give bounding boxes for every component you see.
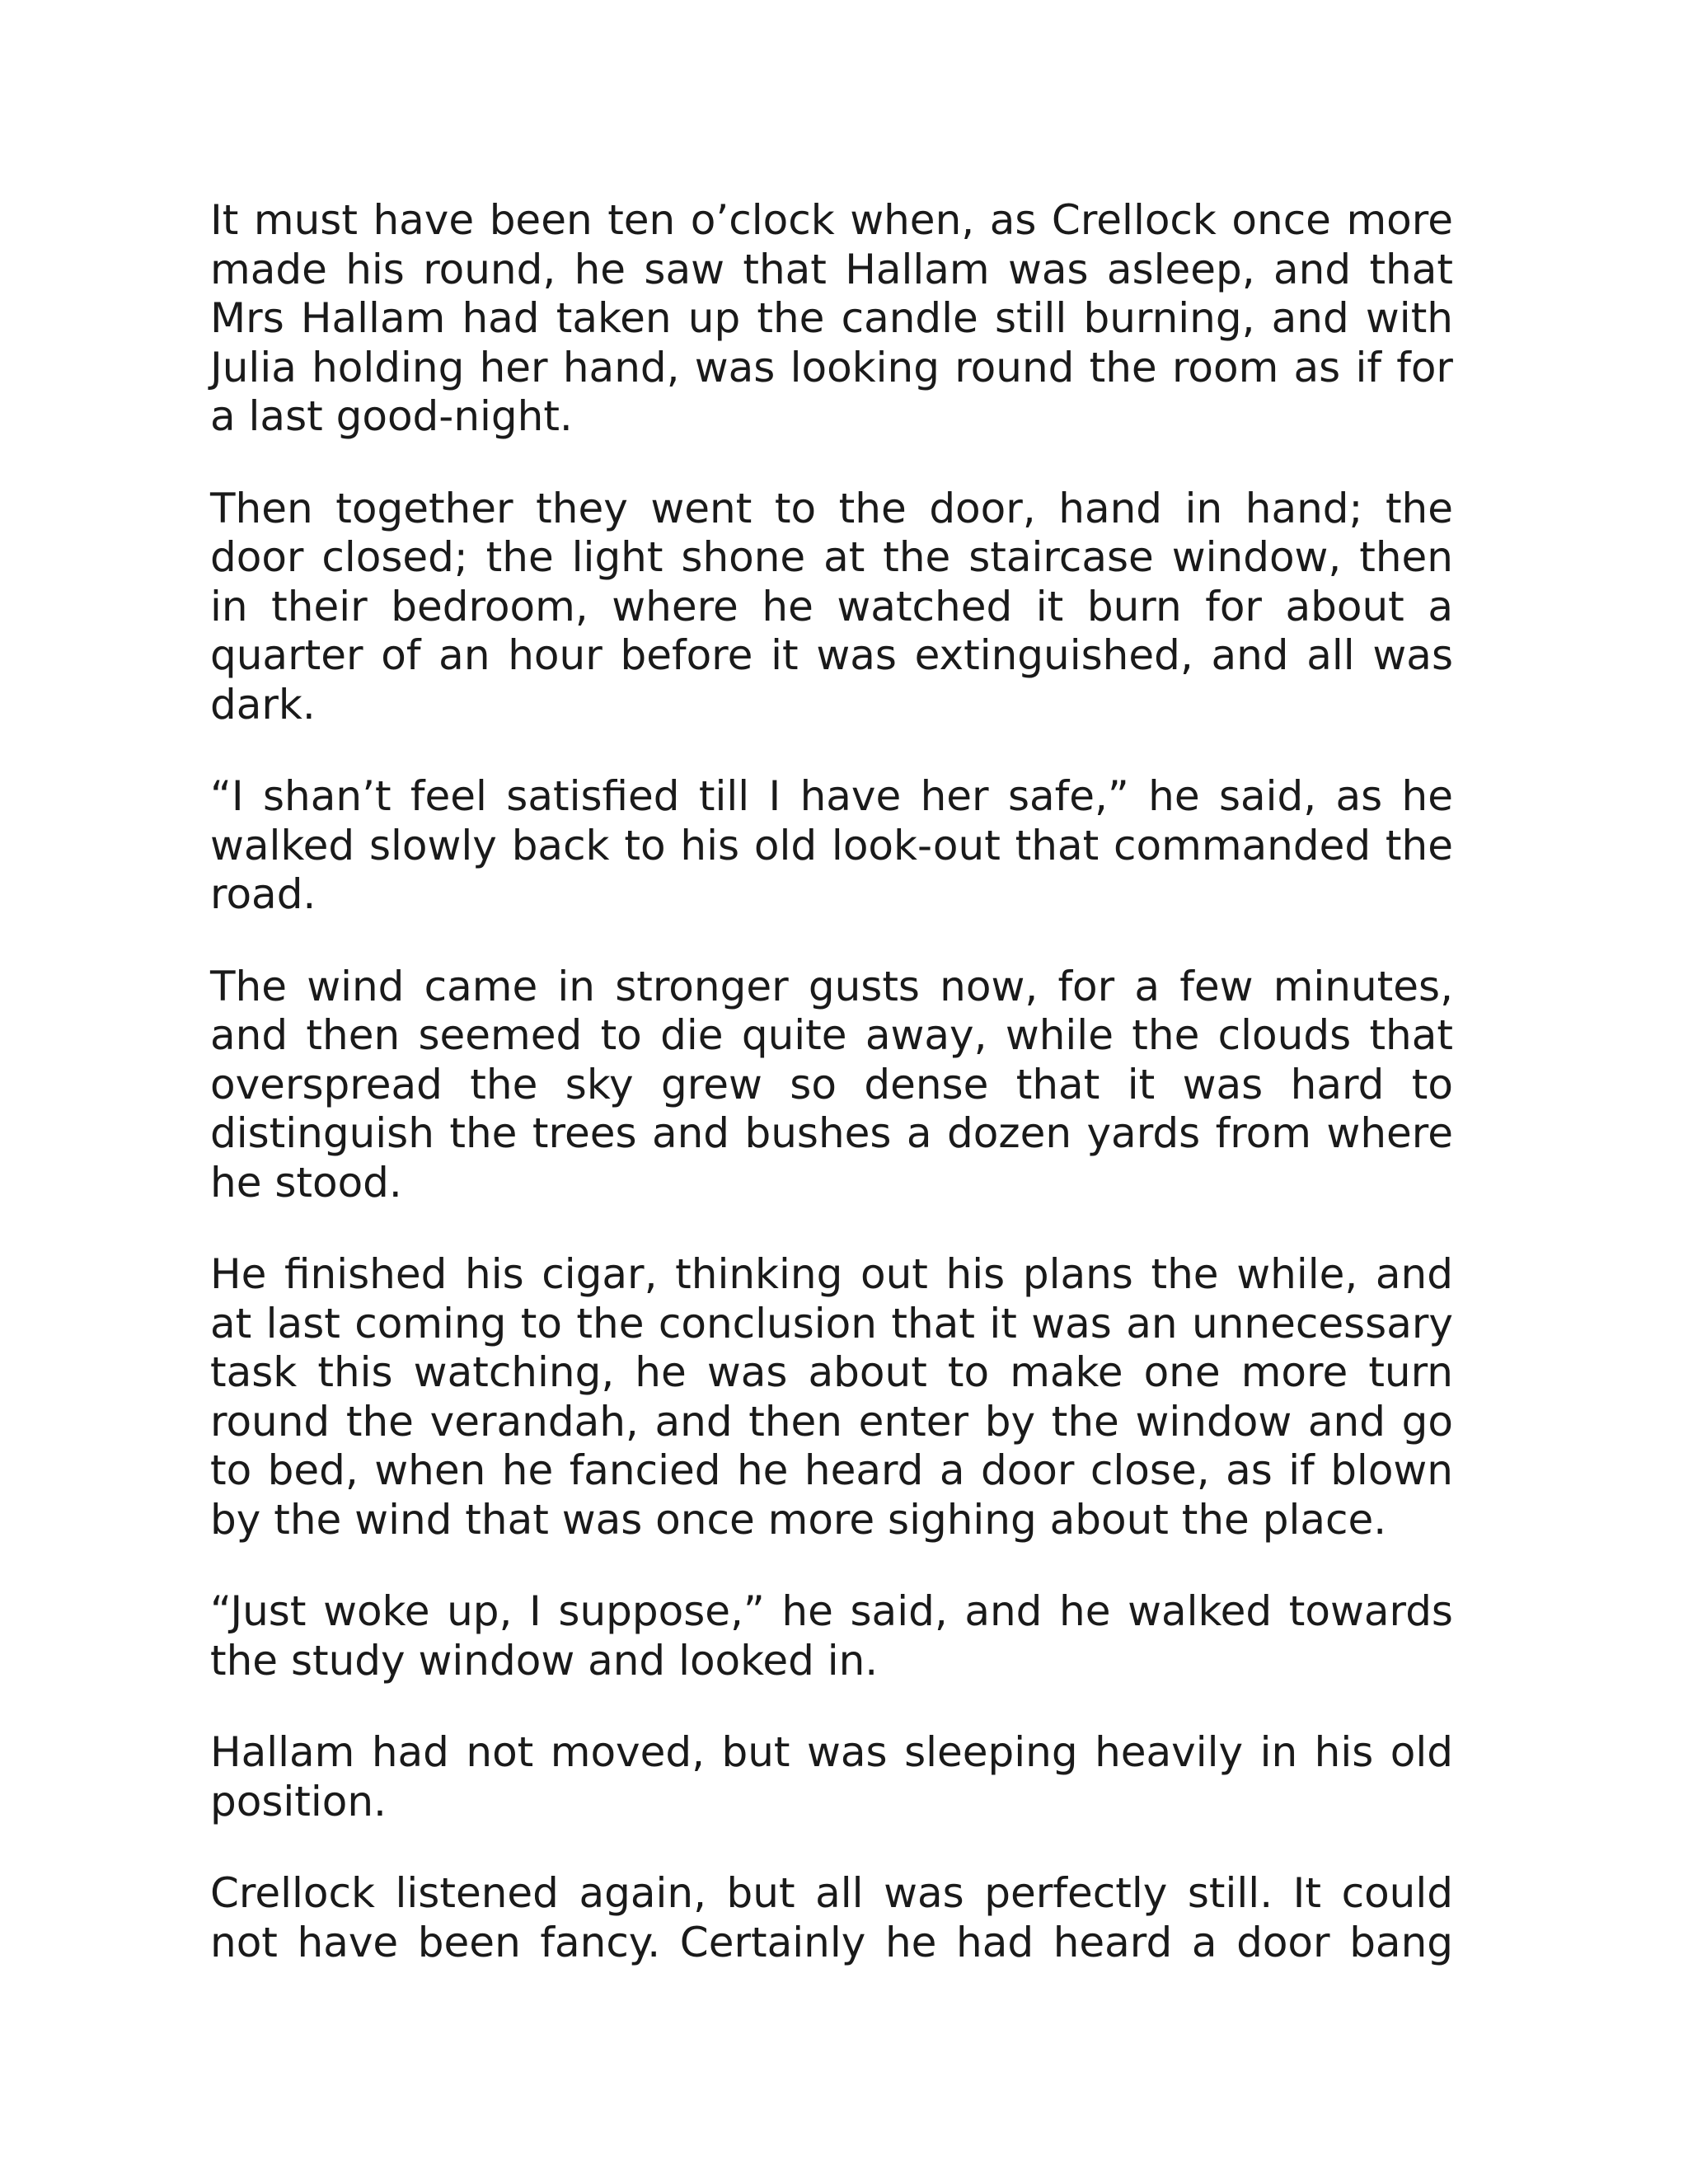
paragraph-6: “Just woke up, I suppose,” he said, and he walked towards the study window and looked in. — [210, 1587, 1453, 1685]
paragraph-3: “I shan’t feel satisfied till I have her safe,” he said, as he walked slowly back to his old look-out that commanded the road. — [210, 772, 1453, 918]
paragraph-2: Then together they went to the door, hand in hand; the door closed; the light shone at the staircase window, then in their bedroom, where he watched it burn for about a quarter of an hour before it was extinguished, and all was dark. — [210, 484, 1453, 729]
body-text — [210, 196, 1453, 1967]
paragraph-8: Crellock listened again, but all was perfectly still. It could not have been fancy. Certainly he had heard a door bang — [210, 1869, 1453, 1966]
paragraph-5: He finished his cigar, thinking out his plans the while, and at last coming to the conclusion that it was an unnecessary task this watching, he was about to make one more turn round the verandah, and then enter by the window and go to bed, when he fancied he heard a door close, as if blown by the wind that was once more sighing about the place. — [210, 1250, 1453, 1544]
paragraph-7: Hallam had not moved, but was sleeping heavily in his old position. — [210, 1728, 1453, 1825]
paragraph-1: It must have been ten o’clock when, as Crellock once more made his round, he saw that Hallam was asleep, and that Mrs Hallam had taken up the candle still burning, and with Julia holding her hand, was looking round the room as if for a last good-night. — [210, 196, 1453, 440]
paragraph-4: The wind came in stronger gusts now, for a few minutes, and then seemed to die quite away, while the clouds that overspread the sky grew so dense that it was hard to distinguish the trees and bushes a dozen yards from where he stood. — [210, 962, 1453, 1207]
